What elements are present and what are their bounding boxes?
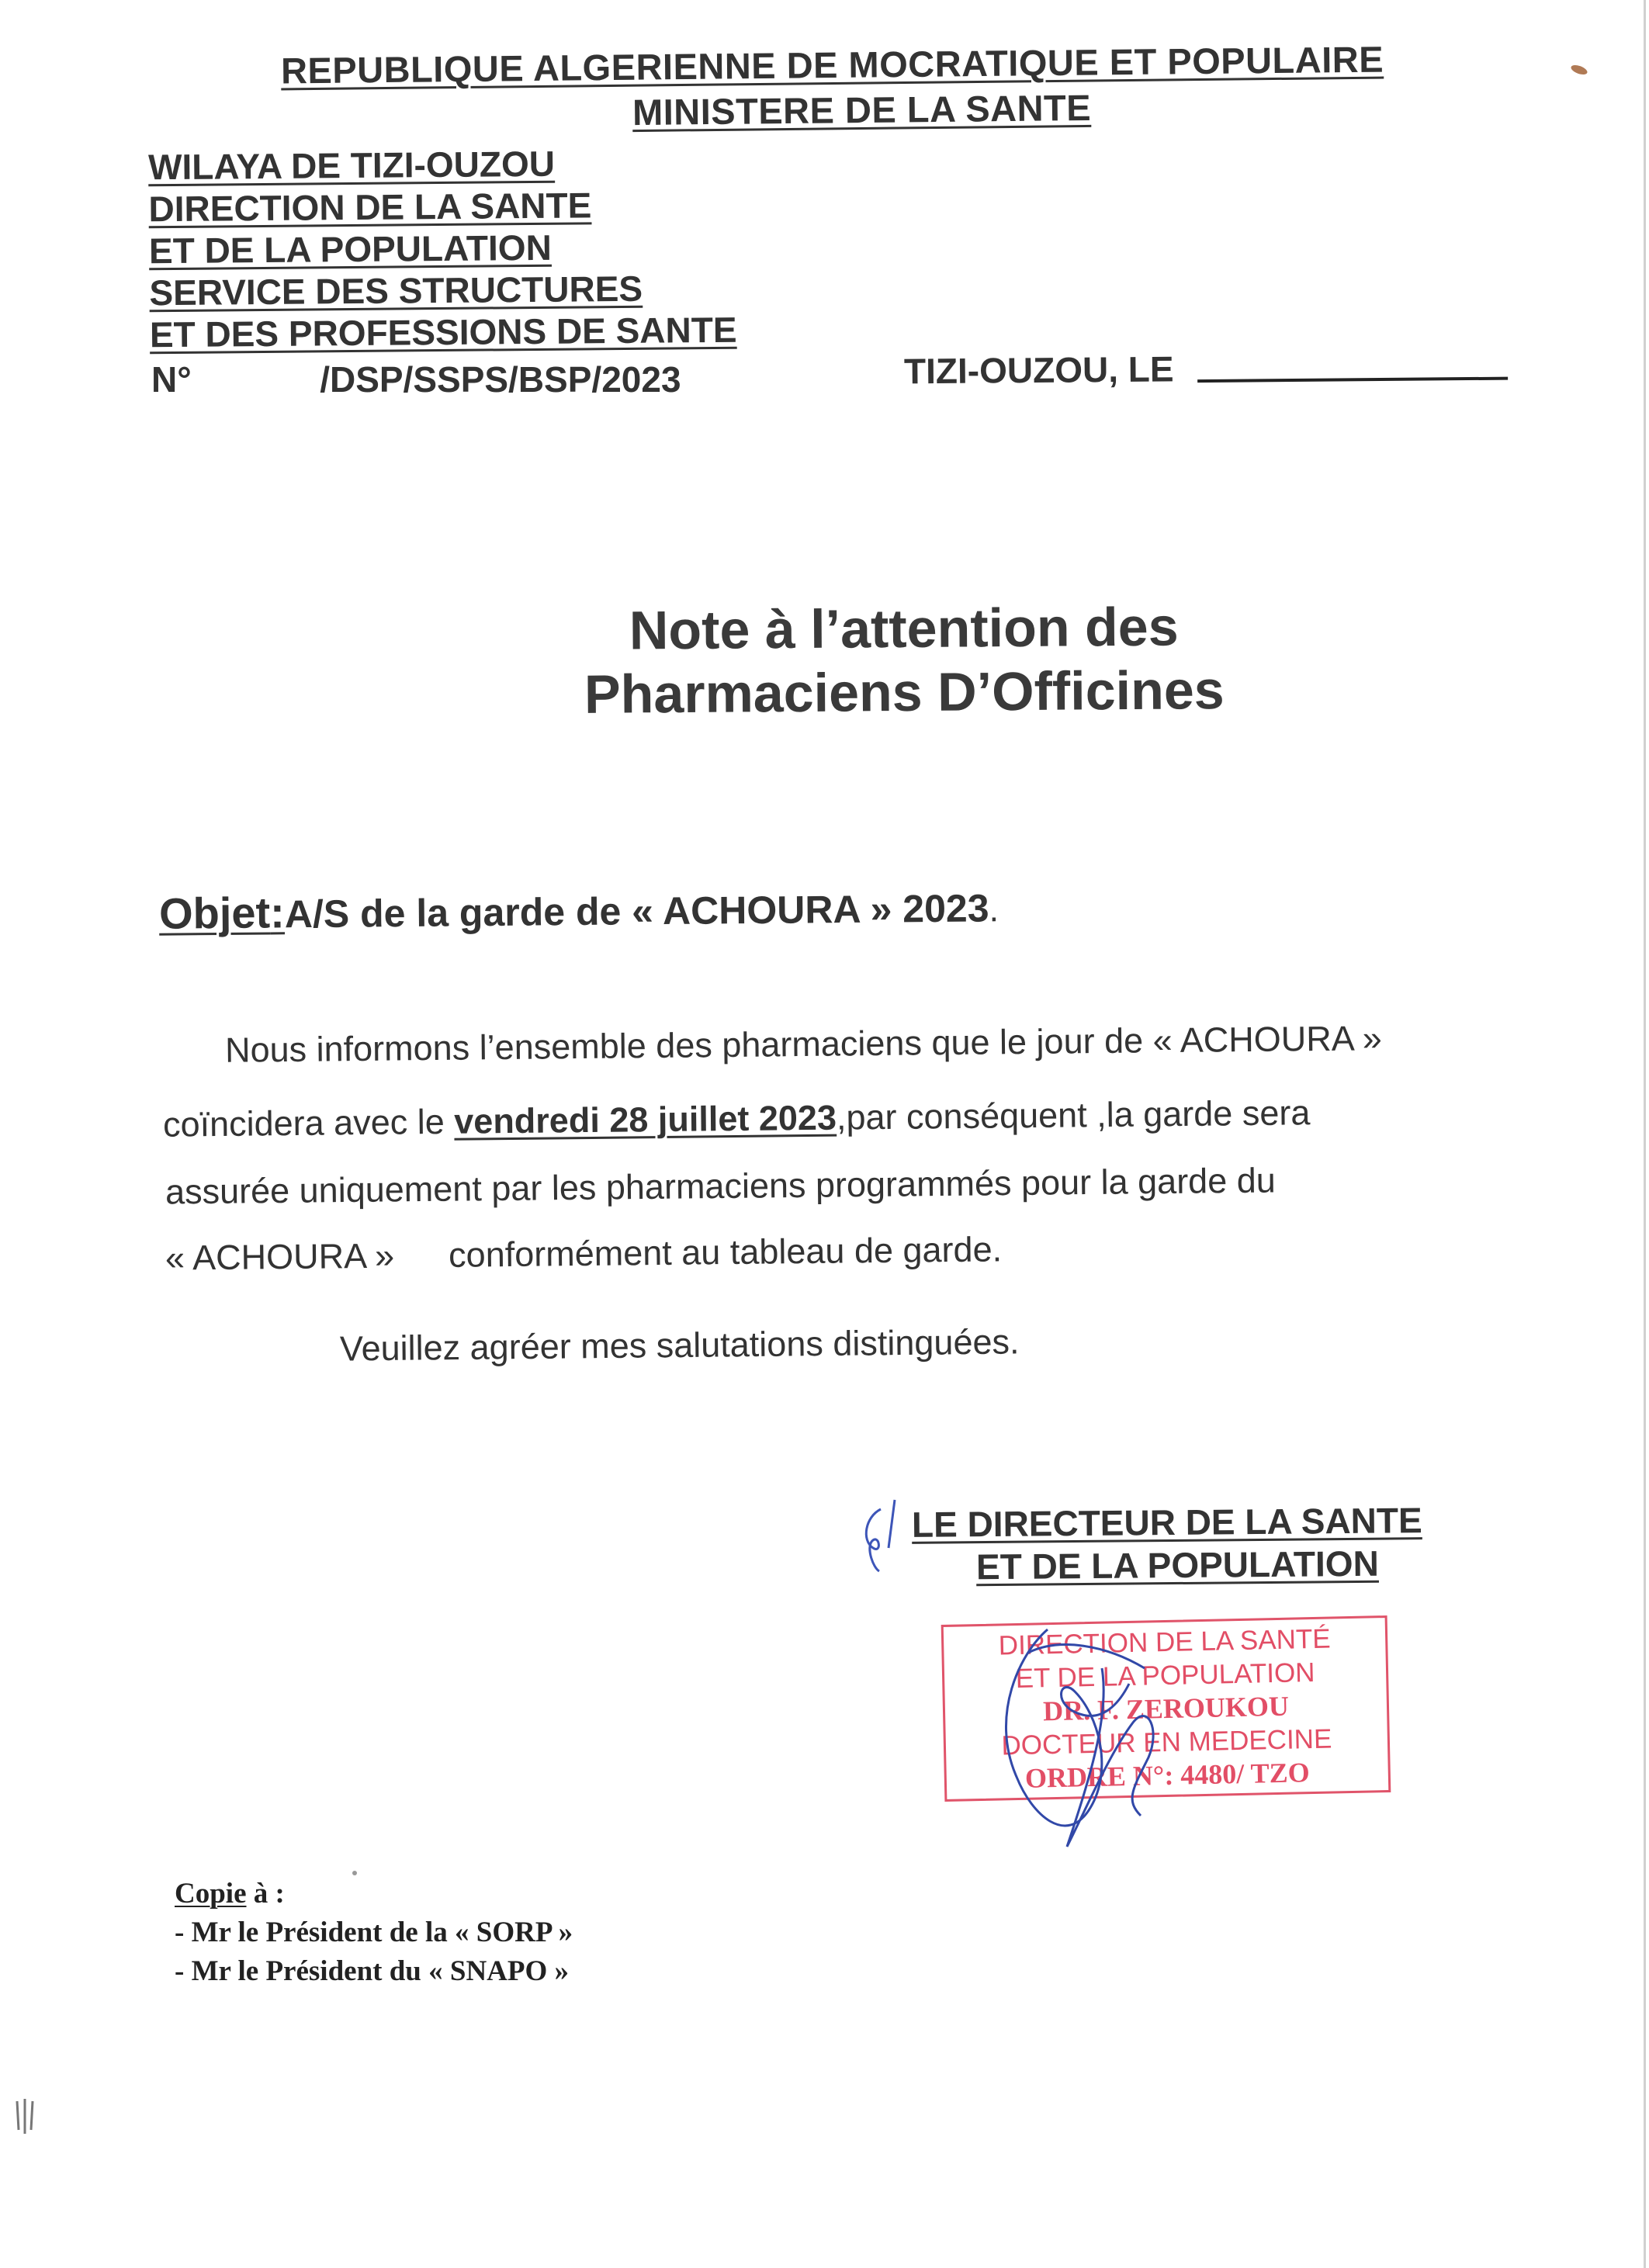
reference-number: [151, 358, 681, 400]
closing-salutation: Veuillez agréer mes salutations distinguées.: [339, 1321, 1020, 1369]
body-line-1: Nous informons l’ensemble des pharmaciens que le jour de « ACHOURA »: [224, 1018, 1382, 1070]
scan-speck-icon: [1569, 64, 1589, 76]
stamp-line-1: DIRECTION DE LA SANTÉ: [998, 1623, 1332, 1661]
issuer-line: DIRECTION DE LA SANTE: [148, 185, 592, 230]
copies-heading: [175, 1875, 573, 1913]
signatory-title-1: LE DIRECTEUR DE LA SANTE: [911, 1500, 1422, 1545]
scan-edge-shadow: [1644, 0, 1646, 2268]
stamp-line-2: ET DE LA POPULATION: [1015, 1657, 1315, 1695]
issuer-line: ET DES PROFESSIONS DE SANTE: [149, 309, 737, 355]
handwritten-signature-icon: [974, 1622, 1408, 1878]
subject-period: .: [989, 889, 999, 930]
handwritten-initials-icon: [857, 1494, 912, 1587]
issuer-block: [148, 141, 737, 356]
issuer-line: SERVICE DES STRUCTURES: [149, 268, 643, 313]
subject-line: [159, 881, 999, 938]
body-line-2-start: coïncidera avec le: [162, 1101, 455, 1144]
body-line-4-event: « ACHOURA »: [165, 1235, 395, 1278]
stamp-line-5: ORDRE N°: 4480/ TZO: [1024, 1757, 1311, 1794]
copies-label: Copie: [175, 1878, 247, 1910]
body-line-4: [165, 1229, 1003, 1278]
reference-code: /DSP/SSPS/BSP/2023: [320, 359, 681, 400]
note-title: [496, 594, 1311, 725]
place-date-line: [904, 345, 1509, 393]
issuer-line: WILAYA DE TIZI-OUZOU: [147, 143, 556, 188]
copies-block: [175, 1875, 573, 1991]
note-title-line-1: Note à l’attention des: [629, 596, 1179, 661]
scan-speck-icon: [348, 1866, 362, 1880]
copy-recipient: - Mr le Président de la « SORP »: [175, 1917, 573, 1948]
subject-label: Objet: [158, 888, 271, 938]
date-blank: [1197, 377, 1508, 383]
event-date: vendredi 28 juillet 2023: [453, 1097, 837, 1141]
signatory-title-2: ET DE LA POPULATION: [975, 1543, 1379, 1588]
body-line-2: [163, 1092, 1311, 1144]
note-title-line-2: Pharmaciens D’Officines: [584, 660, 1225, 725]
subject-colon: :: [269, 888, 286, 937]
body-line-2-end: ,par conséquent ,la garde sera: [836, 1092, 1311, 1137]
place-label: TIZI-OUZOU, LE: [903, 348, 1174, 392]
body-line-3: assurée uniquement par les pharmaciens programmés pour la garde du: [165, 1160, 1277, 1212]
body-line-4-rest: conformément au tableau de garde.: [448, 1229, 1003, 1275]
copies-label-rest: à :: [246, 1878, 285, 1910]
stamp-line-3: DR. F. ZEROUKOU: [1042, 1690, 1290, 1727]
reference-prefix: N°: [151, 359, 192, 400]
copy-recipient: - Mr le Président du « SNAPO »: [175, 1955, 570, 1987]
republic-heading: REPUBLIQUE ALGERIENNE DE MOCRATIQUE ET POPULAIRE: [280, 38, 1384, 92]
ministry-heading: MINISTERE DE LA SANTE: [632, 86, 1092, 133]
scan-mark-icon: [9, 2095, 40, 2142]
subject-text: A/S de la garde de « ACHOURA » 2023: [284, 886, 989, 937]
stamp-line-4: DOCTEUR EN MEDECINE: [1001, 1723, 1332, 1761]
issuer-line: ET DE LA POPULATION: [148, 227, 553, 272]
